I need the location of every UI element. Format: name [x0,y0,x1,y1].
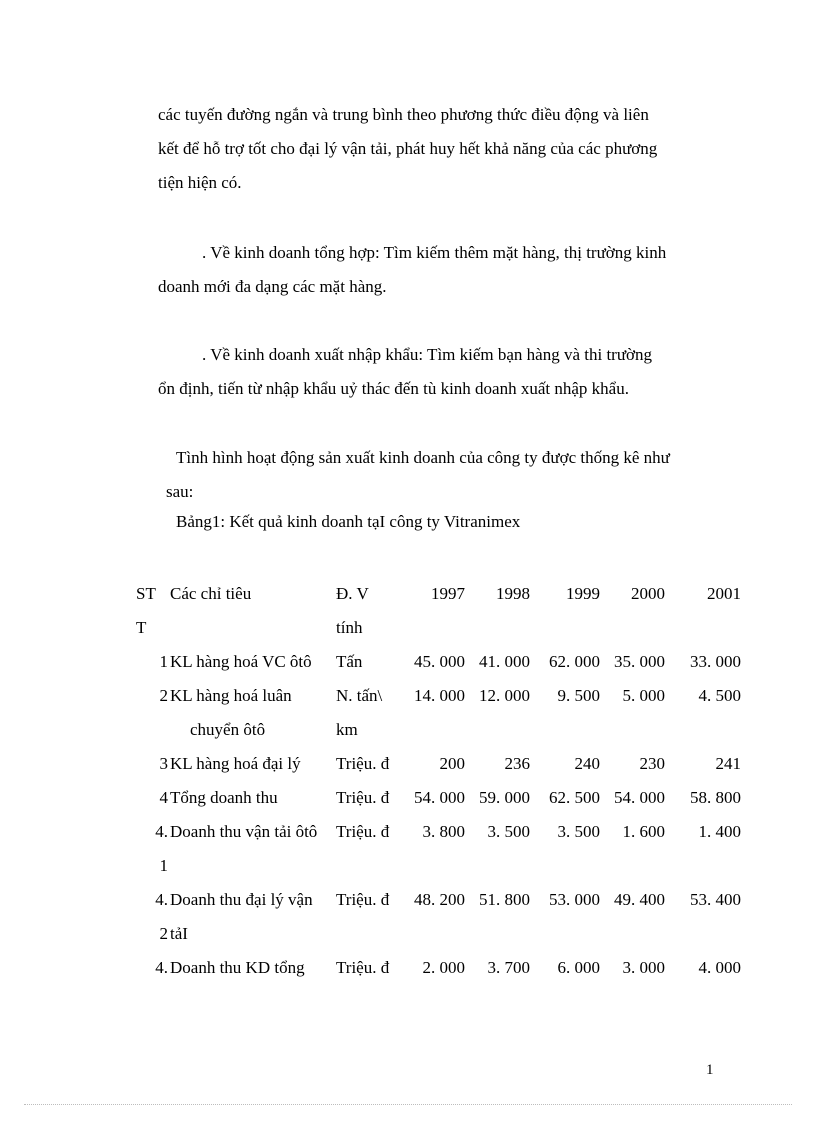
table-header-row [136,577,741,645]
row-value: 53. 000 [549,890,600,909]
header-year: 2001 [707,584,741,603]
paragraph-line: tiện hiện có. [158,173,242,192]
row-unit: Triệu. đ [336,788,390,807]
row-indicator: KL hàng hoá VC ôtô [170,652,312,671]
row-value: 1. 600 [622,822,665,841]
header-year: 2000 [631,584,665,603]
row-value: 35. 000 [614,652,665,671]
row-unit: Triệu. đ [336,958,390,977]
row-value: 241 [715,754,741,773]
paragraph-line: kết để hỗ trợ tốt cho đại lý vận tải, phát huy hết khả năng của các phương [158,139,658,158]
table-row [136,951,741,985]
header-year: 1997 [431,584,465,603]
row-stt: 2 [159,686,168,705]
results-table [136,577,741,985]
row-value: 54. 000 [414,788,465,807]
paragraph-general-business [158,236,718,304]
row-indicator: Doanh thu đại lý vận tảI [170,890,313,943]
table-row [136,747,741,781]
row-stt: 1 [159,652,168,671]
row-stt: 3 [159,754,168,773]
row-value: 3. 000 [622,958,665,977]
table-row [136,815,741,883]
paragraph-line: doanh mới đa dạng các mặt hàng. [158,277,387,296]
row-value: 1. 400 [698,822,741,841]
header-unit: Đ. V tính [336,584,369,637]
row-value: 3. 700 [487,958,530,977]
row-value: 3. 500 [487,822,530,841]
header-indicator: Các chỉ tiêu [170,584,252,603]
row-value: 4. 000 [698,958,741,977]
row-value: 4. 500 [698,686,741,705]
row-stt: 4. 1 [155,822,168,875]
row-value: 5. 000 [622,686,665,705]
row-value: 33. 000 [690,652,741,671]
row-indicator: KL hàng hoá đại lý [170,754,301,773]
row-value: 62. 000 [549,652,600,671]
row-value: 240 [574,754,600,773]
row-value: 62. 500 [549,788,600,807]
row-value: 48. 200 [414,890,465,909]
row-indicator: KL hàng hoá luân chuyển ôtô [170,686,292,739]
paragraph-line: . Về kinh doanh tổng hợp: Tìm kiếm thêm mặt hàng, thị trường kinh [202,243,667,262]
row-value: 9. 500 [557,686,600,705]
row-value: 59. 000 [479,788,530,807]
intro-line: sau: [166,482,194,501]
row-unit: Triệu. đ [336,822,390,841]
paragraph-line: . Về kinh doanh xuất nhập khẩu: Tìm kiếm bạn hàng và thi trường [202,345,653,364]
row-value: 3. 500 [557,822,600,841]
row-stt: 4. [155,958,168,977]
table-row [136,645,741,679]
intro-line: Tình hình hoạt động sản xuất kinh doanh của công ty được thống kê như [176,448,670,467]
table-row [136,679,741,747]
row-value: 6. 000 [557,958,600,977]
row-value: 51. 800 [479,890,530,909]
row-value: 230 [639,754,665,773]
table-row [136,883,741,951]
paragraph-line: ổn định, tiến từ nhập khẩu uỷ thác đến tù kinh doanh xuất nhập khẩu. [158,379,629,398]
row-value: 2. 000 [422,958,465,977]
paragraph-import-export [158,338,718,406]
header-year: 1998 [496,584,530,603]
row-unit: Triệu. đ [336,890,390,909]
row-indicator: Doanh thu vận tải ôtô [170,822,318,841]
table-row [136,781,741,815]
table-intro [166,441,726,509]
row-unit: Tấn [336,652,363,671]
row-value: 45. 000 [414,652,465,671]
row-unit: Triệu. đ [336,754,390,773]
paragraph-line: các tuyến đường ngắn và trung bình theo phương thức điều động và liên [158,105,649,124]
page-bottom-rule [24,1104,792,1105]
page-number: 1 [706,1062,714,1078]
row-value: 236 [504,754,530,773]
row-value: 53. 400 [690,890,741,909]
row-stt: 4 [159,788,168,807]
row-value: 58. 800 [690,788,741,807]
row-unit: N. tấn\ km [336,686,383,739]
row-indicator: Tổng doanh thu [170,788,278,807]
row-value: 54. 000 [614,788,665,807]
row-value: 200 [439,754,465,773]
row-stt: 4. 2 [155,890,168,943]
row-value: 41. 000 [479,652,530,671]
row-value: 12. 000 [479,686,530,705]
table-caption: Bảng1: Kết quả kinh doanh tạI công ty Vitranimex [176,512,521,531]
row-value: 49. 400 [614,890,665,909]
header-stt: ST T [136,584,156,637]
header-year: 1999 [566,584,600,603]
row-value: 3. 800 [422,822,465,841]
paragraph-transport [158,98,718,200]
row-indicator: Doanh thu KD tổng [170,958,305,977]
row-value: 14. 000 [414,686,465,705]
